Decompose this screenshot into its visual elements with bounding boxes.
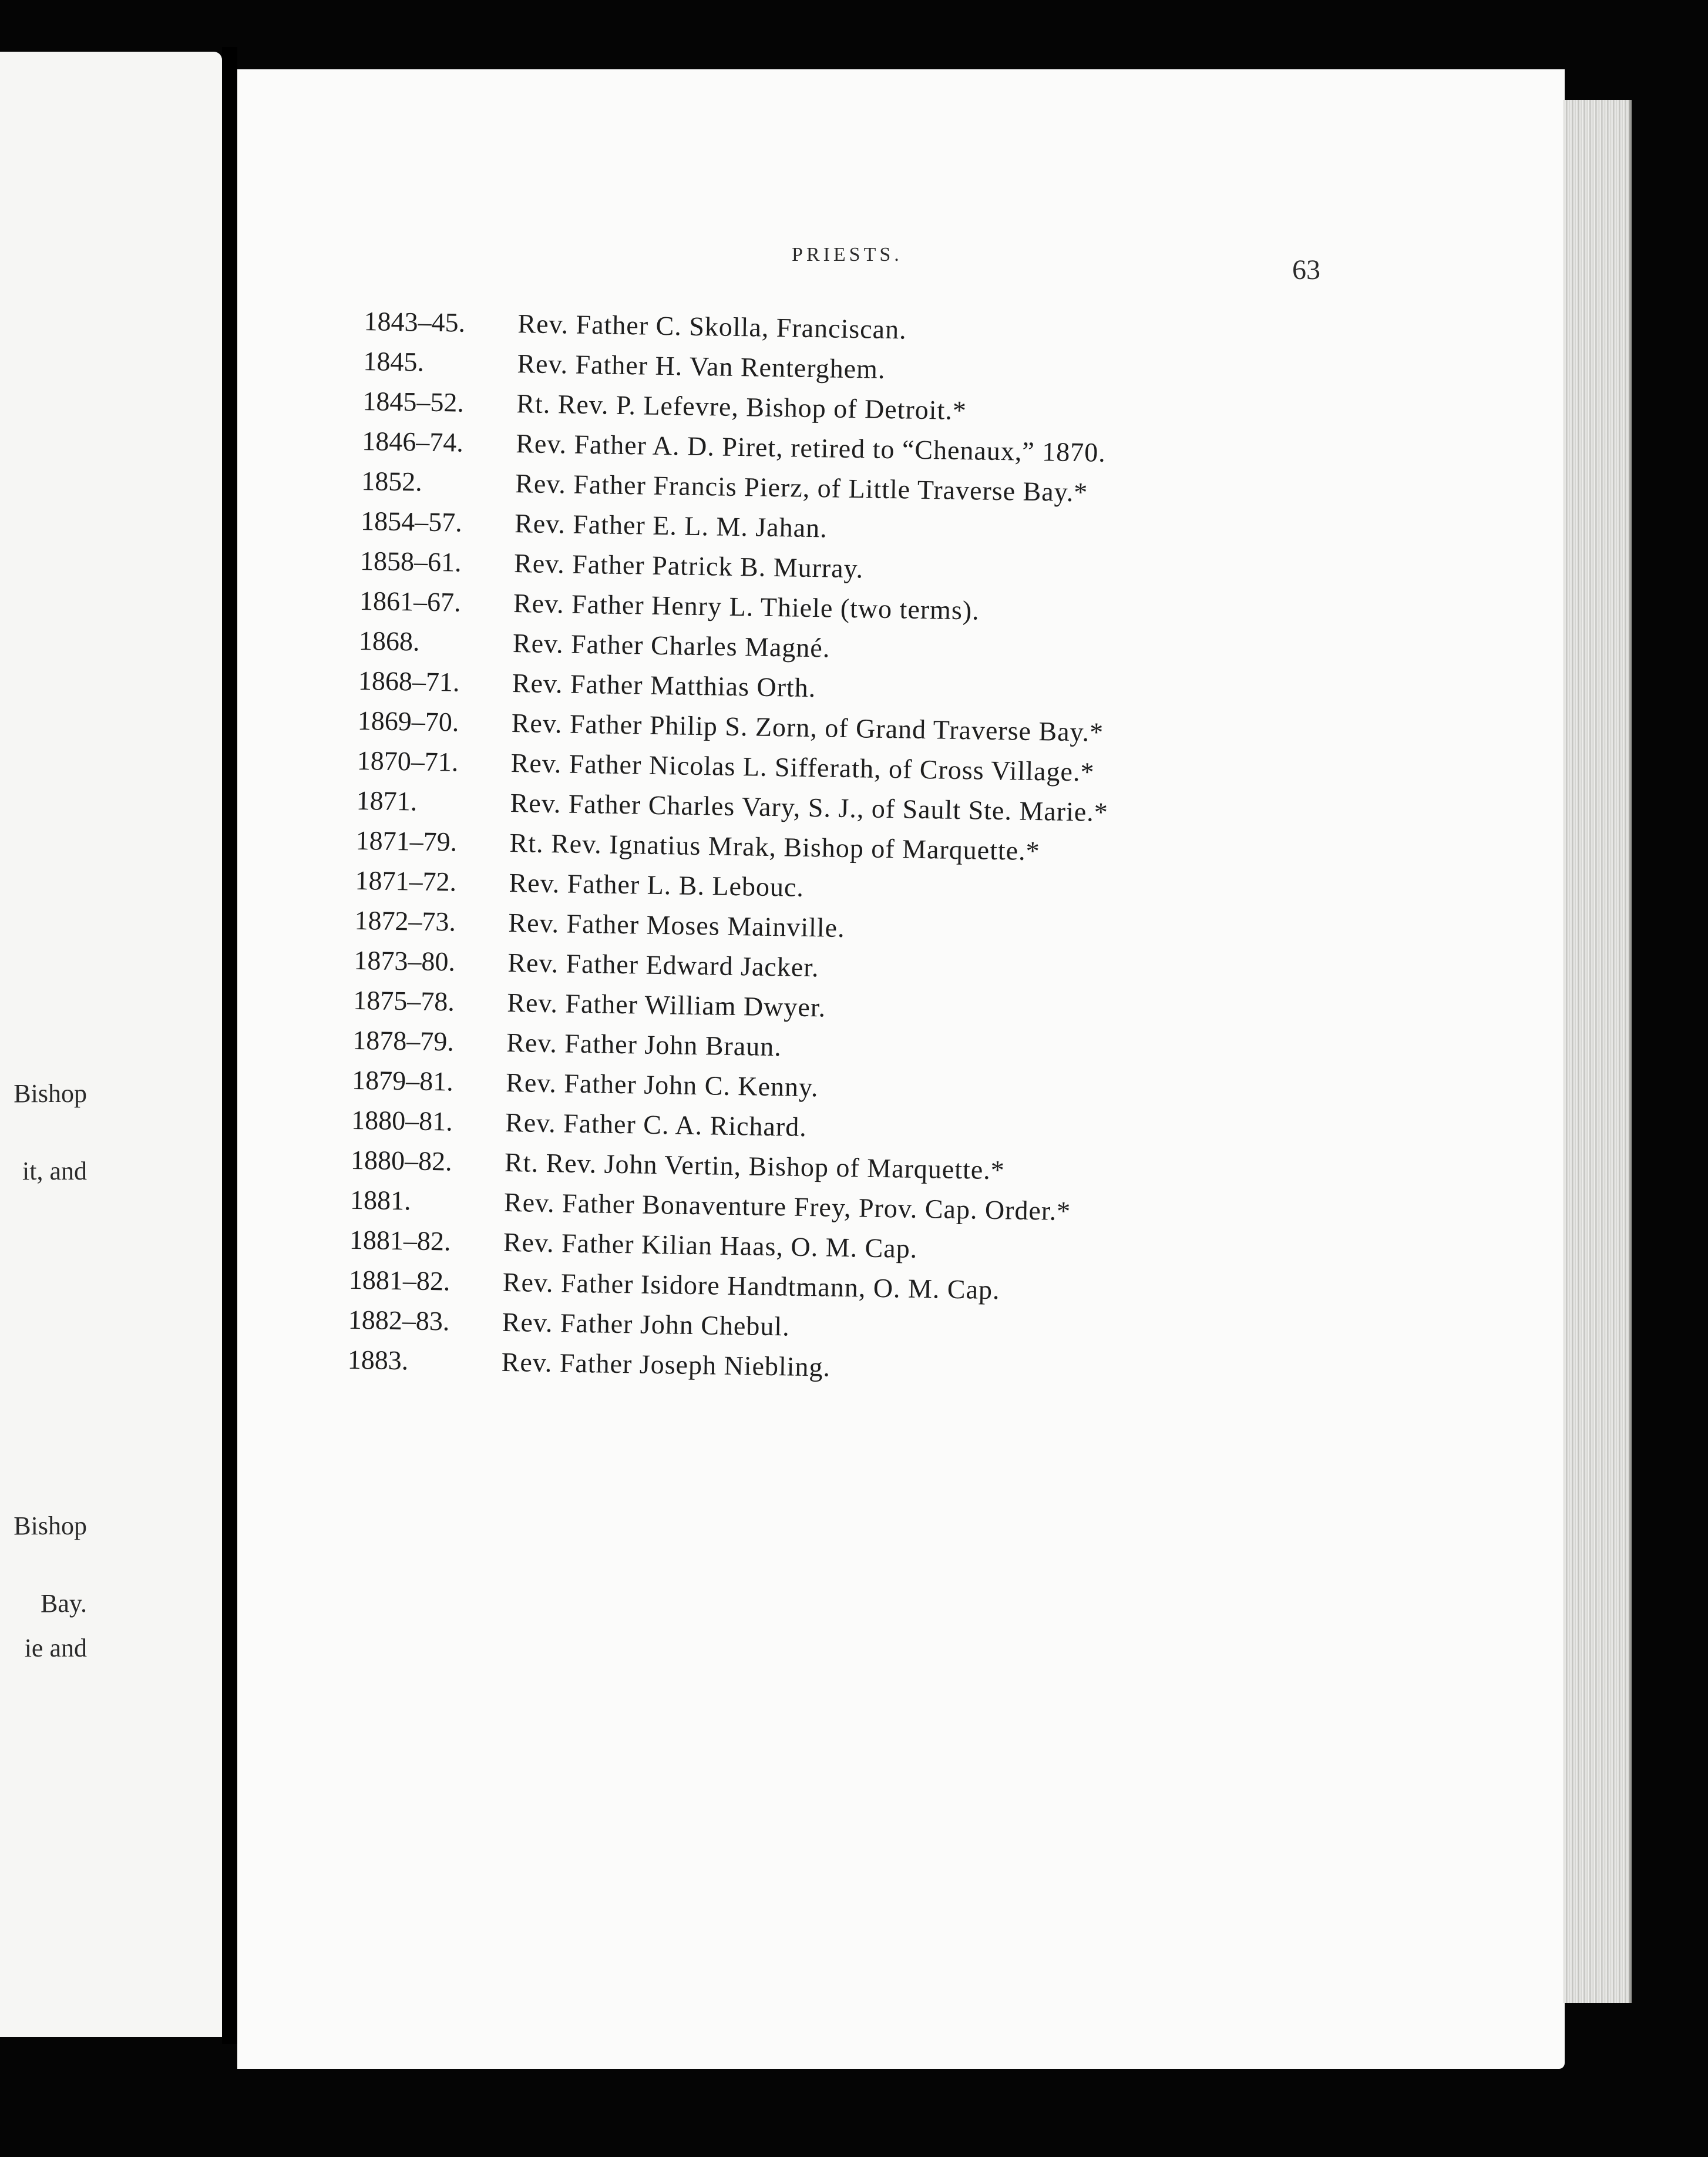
entry-years: 1854–57. xyxy=(360,505,463,537)
left-page-fragment: Bay. xyxy=(40,1589,87,1618)
entry-name: Rev. Father Bonaventure Frey, Prov. Cap. Order.* xyxy=(503,1187,1071,1227)
entry-name: Rev. Father Nicolas L. Sifferath, of Cross Village.* xyxy=(510,748,1095,787)
entry-name: Rev. Father C. A. Richard. xyxy=(505,1107,808,1143)
entry-name: Rev. Father Charles Vary, S. J., of Sault Ste. Marie.* xyxy=(510,788,1109,828)
entry-years: 1869–70. xyxy=(357,705,459,737)
entry-name: Rt. Rev. P. Lefevre, Bishop of Detroit.* xyxy=(516,388,967,426)
entry-name: Rev. Father William Dwyer. xyxy=(506,987,826,1023)
entry-years: 1881. xyxy=(349,1184,411,1216)
entry-name: Rev. Father L. B. Lebouc. xyxy=(509,867,805,902)
entry-name: Rev. Father Patrick B. Murray. xyxy=(513,548,864,584)
entry-years: 1871–72. xyxy=(355,865,457,897)
entry-name: Rev. Father C. Skolla, Franciscan. xyxy=(517,308,907,345)
entry-name: Rev. Father Charles Magné. xyxy=(512,628,831,663)
entry-name: Rev. Father Isidore Handtmann, O. M. Cap. xyxy=(502,1266,1000,1305)
entry-name: Rev. Father Edward Jacker. xyxy=(507,947,819,983)
page-edges xyxy=(1564,100,1632,2003)
entry-years: 1881–82. xyxy=(349,1224,451,1256)
entry-name: Rev. Father E. L. M. Jahan. xyxy=(514,508,828,543)
entry-years: 1870–71. xyxy=(357,745,459,777)
entry-name: Rev. Father A. D. Piret, retired to “Chenaux,” 1870. xyxy=(515,428,1107,468)
entry-name: Rev. Father Joseph Niebling. xyxy=(501,1346,831,1382)
left-page-fragment: Bishop xyxy=(14,1511,87,1540)
entry-name: Rt. Rev. Ignatius Mrak, Bishop of Marquette.* xyxy=(509,828,1041,866)
entry-years: 1868. xyxy=(358,625,420,657)
entry-name: Rev. Father John Chebul. xyxy=(502,1306,791,1342)
left-page-fragment: it, and xyxy=(22,1157,87,1185)
entry-years: 1875–78. xyxy=(353,985,455,1017)
entry-years: 1880–82. xyxy=(350,1144,453,1177)
entry-name: Rev. Father Moses Mainville. xyxy=(508,907,845,943)
entry-years: 1845. xyxy=(363,345,425,377)
priest-list xyxy=(347,305,1363,1399)
entry-years: 1871–79. xyxy=(355,825,458,857)
entry-name: Rev. Father Philip S. Zorn, of Grand Traverse Bay.* xyxy=(511,708,1104,747)
page-number: 63 xyxy=(1292,254,1320,285)
entry-years: 1873–80. xyxy=(354,945,456,977)
entry-years: 1846–74. xyxy=(361,425,464,458)
entry-years: 1858–61. xyxy=(359,545,462,577)
entry-years: 1845–52. xyxy=(362,385,465,418)
entry-years: 1878–79. xyxy=(352,1024,455,1057)
entry-years: 1882–83. xyxy=(348,1304,450,1336)
entry-name: Rev. Father John C. Kenny. xyxy=(505,1067,819,1103)
entry-years: 1881–82. xyxy=(348,1264,450,1296)
entry-years: 1861–67. xyxy=(359,585,461,617)
entry-years: 1880–81. xyxy=(351,1104,453,1137)
left-page-fragment: Bishop xyxy=(14,1079,87,1108)
entry-name: Rt. Rev. John Vertin, Bishop of Marquette.* xyxy=(504,1147,1006,1185)
entry-name: Rev. Father Kilian Haas, O. M. Cap. xyxy=(503,1227,918,1264)
entry-years: 1843–45. xyxy=(364,305,466,338)
running-head: PRIESTS. xyxy=(792,244,903,266)
entry-years: 1872–73. xyxy=(354,905,456,937)
book-gutter xyxy=(222,47,237,2044)
entry-name: Rev. Father Matthias Orth. xyxy=(512,668,816,703)
left-page-fragment: ie and xyxy=(24,1634,87,1662)
entry-name: Rev. Father H. Van Renterghem. xyxy=(517,348,886,384)
entry-name: Rev. Father John Braun. xyxy=(506,1027,782,1062)
entry-name: Rev. Father Francis Pierz, of Little Traverse Bay.* xyxy=(515,468,1088,508)
entry-years: 1879–81. xyxy=(351,1064,454,1097)
left-page xyxy=(0,52,222,2037)
entry-years: 1868–71. xyxy=(358,665,460,697)
entry-years: 1883. xyxy=(347,1344,409,1376)
entry-years: 1852. xyxy=(361,465,423,497)
entry-name: Rev. Father Henry L. Thiele (two terms). xyxy=(513,588,980,626)
entry-years: 1871. xyxy=(356,785,418,817)
